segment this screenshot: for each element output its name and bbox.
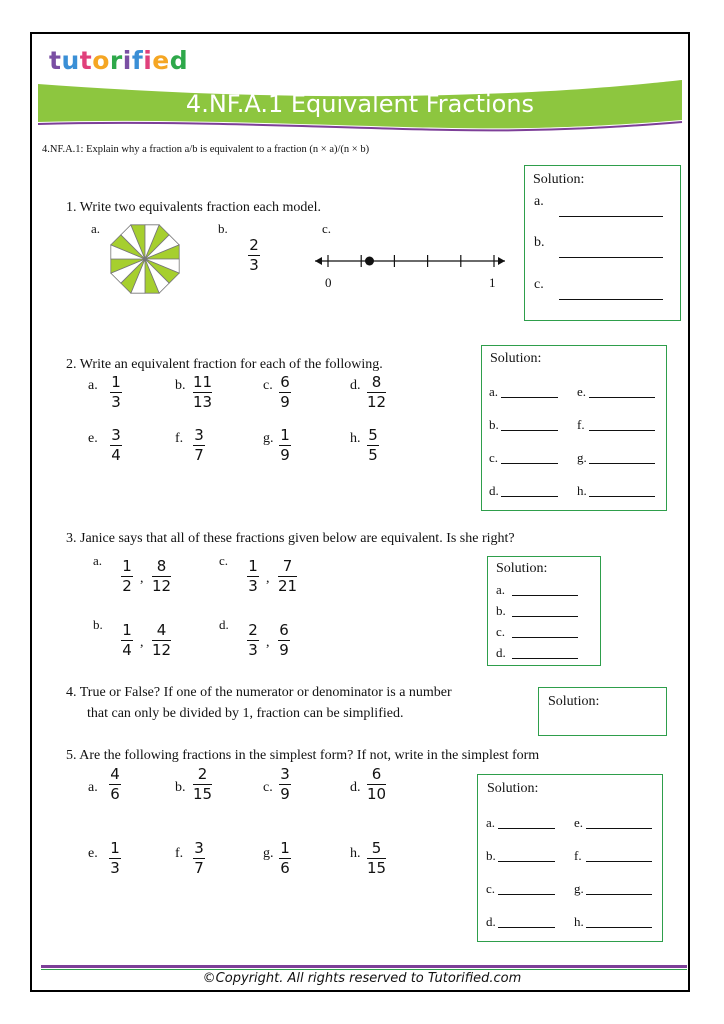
denominator: 9 bbox=[280, 785, 290, 803]
denominator: 9 bbox=[279, 641, 289, 659]
numerator: 6 bbox=[280, 373, 290, 391]
numerator: 3 bbox=[280, 765, 290, 783]
denominator: 12 bbox=[367, 393, 387, 411]
q5-solution-box[interactable] bbox=[477, 774, 663, 942]
numerator: 1 bbox=[122, 557, 132, 575]
q5-fraction bbox=[367, 840, 386, 877]
denominator: 21 bbox=[278, 577, 298, 595]
solution-label: f. bbox=[577, 417, 585, 432]
q5-item-label: g. bbox=[263, 846, 274, 861]
q3-solution-box[interactable] bbox=[487, 556, 601, 666]
denominator: 12 bbox=[152, 577, 172, 595]
answer-line[interactable] bbox=[498, 861, 555, 862]
numerator: 5 bbox=[368, 426, 378, 444]
comma: , bbox=[140, 571, 144, 586]
q2-fraction bbox=[110, 374, 122, 411]
denominator: 3 bbox=[248, 577, 258, 595]
solution-title: Solution: bbox=[533, 172, 585, 187]
answer-line-b[interactable] bbox=[559, 257, 663, 258]
answer-line[interactable] bbox=[586, 894, 652, 895]
logo-letter: o bbox=[92, 46, 110, 75]
logo-letter: t bbox=[79, 46, 93, 75]
numerator: 4 bbox=[110, 765, 120, 783]
solution-label: e. bbox=[574, 815, 584, 830]
denominator: 7 bbox=[194, 446, 204, 464]
question-5-text: 5. Are the following fractions in the simplest form? If not, write in the simplest form bbox=[66, 748, 540, 763]
q5-fraction bbox=[279, 840, 291, 877]
solution-label: c. bbox=[496, 624, 506, 639]
solution-label-c: c. bbox=[534, 277, 544, 292]
denominator: 12 bbox=[152, 641, 172, 659]
numerator: 1 bbox=[122, 621, 132, 639]
arrow-icon bbox=[498, 257, 505, 265]
solution-label-b: b. bbox=[534, 235, 545, 250]
q3-fraction bbox=[247, 558, 259, 595]
numerator: 2 bbox=[248, 621, 258, 639]
solution-label: h. bbox=[574, 914, 584, 929]
denominator: 9 bbox=[280, 446, 290, 464]
numberline-start-label: 0 bbox=[325, 275, 332, 290]
solution-label: d. bbox=[496, 645, 506, 660]
answer-line[interactable] bbox=[501, 496, 558, 497]
solution-label-a: a. bbox=[534, 194, 544, 209]
answer-line[interactable] bbox=[512, 616, 578, 617]
footer-divider bbox=[41, 965, 687, 970]
comma: , bbox=[266, 635, 270, 650]
denominator: 4 bbox=[122, 641, 132, 659]
numerator: 3 bbox=[194, 839, 204, 857]
numerator: 6 bbox=[371, 765, 382, 783]
q2-item-label: a. bbox=[88, 378, 98, 393]
solution-label: a. bbox=[489, 384, 499, 399]
numerator: 2 bbox=[249, 236, 259, 254]
answer-line-c[interactable] bbox=[559, 299, 663, 300]
comma: , bbox=[140, 635, 144, 650]
q3-fraction bbox=[152, 622, 171, 659]
denominator: 15 bbox=[367, 859, 387, 877]
footer-copyright: ©Copyright. All rights reserved to Tutorified.com bbox=[202, 971, 522, 986]
q5-fraction bbox=[193, 840, 205, 877]
solution-title: Solution: bbox=[487, 781, 539, 796]
q2-fraction bbox=[279, 427, 291, 464]
denominator: 7 bbox=[194, 859, 204, 877]
page-title: 4.NF.A.1 Equivalent Fractions bbox=[185, 90, 535, 118]
q2-fraction bbox=[367, 427, 379, 464]
q1-label-b: b. bbox=[218, 221, 228, 236]
logo-letter: i bbox=[143, 46, 153, 75]
q5-fraction bbox=[367, 766, 386, 803]
logo-letter: e bbox=[152, 46, 170, 75]
solution-label: c. bbox=[486, 881, 496, 896]
answer-line[interactable] bbox=[589, 463, 655, 464]
answer-line[interactable] bbox=[586, 861, 652, 862]
q5-item-label: c. bbox=[263, 780, 273, 795]
logo-letter: i bbox=[122, 46, 132, 75]
q3-pair-label: c. bbox=[219, 553, 229, 568]
q3-fraction bbox=[121, 558, 133, 595]
logo-letter: t bbox=[49, 46, 62, 75]
q5-item-label: d. bbox=[350, 780, 361, 795]
answer-line[interactable] bbox=[501, 397, 558, 398]
numerator: 1 bbox=[248, 557, 258, 575]
numerator: 1 bbox=[280, 426, 290, 444]
numerator: 1 bbox=[110, 839, 120, 857]
q2-item-label: f. bbox=[175, 431, 184, 446]
q3-fraction bbox=[278, 622, 290, 659]
solution-label: a. bbox=[496, 582, 506, 597]
logo-letter: u bbox=[61, 46, 80, 75]
numerator: 6 bbox=[279, 621, 289, 639]
numerator: 1 bbox=[111, 373, 121, 391]
answer-line[interactable] bbox=[586, 828, 652, 829]
octagon-fraction-model bbox=[106, 220, 184, 298]
q5-fraction bbox=[109, 840, 121, 877]
number-line-point bbox=[365, 257, 374, 266]
question-3-text: 3. Janice says that all of these fractions given below are equivalent. Is she right? bbox=[66, 531, 515, 546]
q1-label-a: a. bbox=[91, 221, 101, 236]
q5-item-label: b. bbox=[175, 780, 186, 795]
q2-item-label: e. bbox=[88, 431, 98, 446]
q1-label-c: c. bbox=[322, 221, 332, 236]
q1-solution-box[interactable] bbox=[524, 165, 681, 321]
question-4-line-2: that can only be divided by 1, fraction can be simplified. bbox=[87, 706, 404, 721]
solution-label: g. bbox=[577, 450, 587, 465]
q2-item-label: b. bbox=[175, 378, 186, 393]
q3-pair-label: d. bbox=[219, 617, 229, 632]
solution-title: Solution: bbox=[496, 561, 548, 576]
q2-fraction bbox=[367, 374, 386, 411]
answer-line-a[interactable] bbox=[559, 216, 663, 217]
q5-fraction bbox=[279, 766, 291, 803]
logo-letter: f bbox=[131, 46, 144, 75]
numerator: 1 bbox=[280, 839, 290, 857]
numerator: 8 bbox=[371, 373, 382, 391]
denominator: 6 bbox=[280, 859, 290, 877]
answer-line[interactable] bbox=[589, 397, 655, 398]
q3-pair-label: a. bbox=[93, 553, 103, 568]
numerator: 5 bbox=[371, 839, 382, 857]
solution-title: Solution: bbox=[490, 351, 542, 366]
solution-label: a. bbox=[486, 815, 496, 830]
q2-fraction bbox=[193, 427, 205, 464]
solution-label: f. bbox=[574, 848, 582, 863]
solution-title: Solution: bbox=[548, 694, 600, 709]
standard-description: 4.NF.A.1: Explain why a fraction a/b is equivalent to a fraction (n × a)/(n × b) bbox=[42, 144, 370, 155]
arrow-icon bbox=[315, 257, 322, 265]
denominator: 5 bbox=[368, 446, 378, 464]
answer-line[interactable] bbox=[501, 463, 558, 464]
solution-label: d. bbox=[486, 914, 496, 929]
q2-item-label: h. bbox=[350, 431, 361, 446]
q2-item-label: c. bbox=[263, 378, 273, 393]
comma: , bbox=[266, 571, 270, 586]
denominator: 10 bbox=[367, 785, 387, 803]
numerator: 3 bbox=[194, 426, 204, 444]
numerator: 2 bbox=[197, 765, 208, 783]
solution-label: b. bbox=[486, 848, 496, 863]
logo-letter: d bbox=[169, 46, 189, 75]
denominator: 3 bbox=[110, 859, 120, 877]
solution-label: b. bbox=[489, 417, 499, 432]
q2-item-label: g. bbox=[263, 431, 274, 446]
question-1-text: 1. Write two equivalents fraction each model. bbox=[66, 200, 321, 215]
numerator: 4 bbox=[156, 621, 167, 639]
logo-letter: r bbox=[109, 46, 123, 75]
question-4-line-1: 4. True or False? If one of the numerator or denominator is a number bbox=[66, 685, 452, 700]
q5-item-label: h. bbox=[350, 846, 361, 861]
q5-fraction bbox=[109, 766, 121, 803]
denominator: 6 bbox=[110, 785, 120, 803]
denominator: 3 bbox=[111, 393, 121, 411]
answer-line[interactable] bbox=[512, 595, 578, 596]
solution-label: e. bbox=[577, 384, 587, 399]
answer-line[interactable] bbox=[498, 927, 555, 928]
tutorified-logo bbox=[49, 46, 188, 75]
solution-label: d. bbox=[489, 483, 499, 498]
denominator: 2 bbox=[122, 577, 132, 595]
denominator: 4 bbox=[111, 446, 121, 464]
q2-fraction bbox=[193, 374, 212, 411]
numerator: 7 bbox=[282, 557, 293, 575]
numerator: 11 bbox=[193, 373, 213, 391]
solution-label: h. bbox=[577, 483, 587, 498]
denominator: 9 bbox=[280, 393, 290, 411]
denominator: 15 bbox=[193, 785, 213, 803]
q5-item-label: e. bbox=[88, 846, 98, 861]
question-2-text: 2. Write an equivalent fraction for each of the following. bbox=[66, 357, 383, 372]
solution-label: b. bbox=[496, 603, 506, 618]
q2-solution-box[interactable] bbox=[481, 345, 667, 511]
q5-fraction bbox=[193, 766, 212, 803]
solution-label: c. bbox=[489, 450, 499, 465]
numerator: 3 bbox=[111, 426, 121, 444]
q3-fraction bbox=[121, 622, 133, 659]
q1-fraction-b bbox=[248, 237, 260, 274]
q2-item-label: d. bbox=[350, 378, 361, 393]
answer-line[interactable] bbox=[498, 894, 555, 895]
answer-line[interactable] bbox=[512, 637, 578, 638]
numerator: 8 bbox=[156, 557, 167, 575]
denominator: 3 bbox=[249, 256, 259, 274]
q3-fraction bbox=[278, 558, 297, 595]
denominator: 3 bbox=[248, 641, 258, 659]
answer-line[interactable] bbox=[589, 430, 655, 431]
q2-fraction bbox=[279, 374, 291, 411]
q2-fraction bbox=[110, 427, 122, 464]
q3-pair-label: b. bbox=[93, 617, 103, 632]
q5-item-label: f. bbox=[175, 846, 184, 861]
answer-line[interactable] bbox=[501, 430, 558, 431]
q4-solution-box[interactable] bbox=[538, 687, 667, 736]
answer-line[interactable] bbox=[498, 828, 555, 829]
numberline-end-label: 1 bbox=[489, 275, 496, 290]
answer-line[interactable] bbox=[589, 496, 655, 497]
q3-fraction bbox=[247, 622, 259, 659]
answer-line[interactable] bbox=[586, 927, 652, 928]
denominator: 13 bbox=[193, 393, 213, 411]
q3-fraction bbox=[152, 558, 171, 595]
answer-line[interactable] bbox=[512, 658, 578, 659]
solution-label: g. bbox=[574, 881, 584, 896]
q5-item-label: a. bbox=[88, 780, 98, 795]
number-line bbox=[312, 248, 508, 276]
